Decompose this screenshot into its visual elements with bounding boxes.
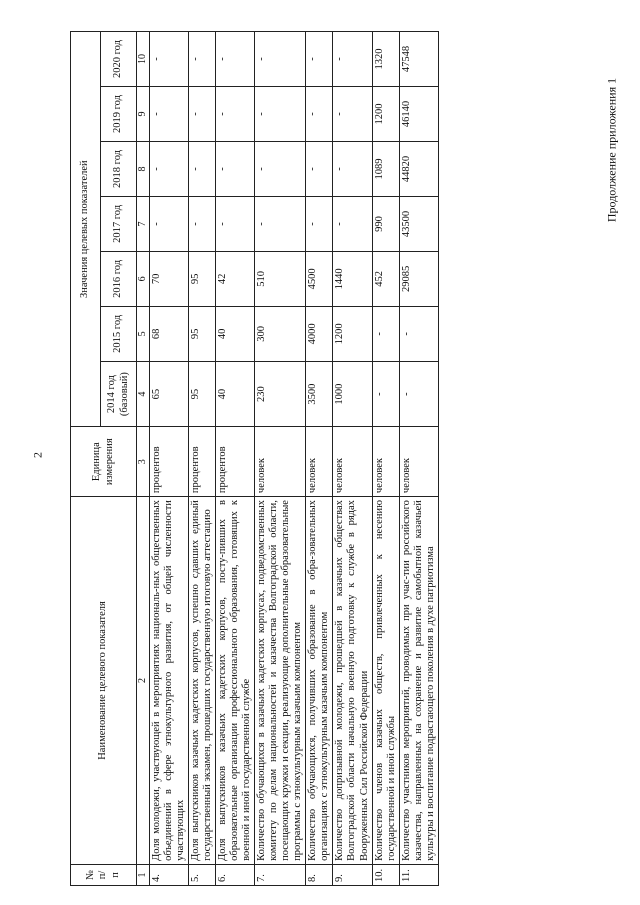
row-value: 70 <box>149 251 188 306</box>
row-value: 47548 <box>399 32 438 87</box>
row-value: 43500 <box>399 196 438 251</box>
row-value: 510 <box>255 251 306 306</box>
table-row <box>399 32 438 886</box>
row-value: 230 <box>255 361 306 427</box>
row-value: 40 <box>215 361 254 427</box>
row-value: - <box>149 196 188 251</box>
row-indicator-name: Количество обучающихся, получивших образование в обра-зовательных организациях с этнокультурным казачьим компонентом <box>306 497 333 865</box>
row-value: - <box>149 32 188 87</box>
continuation-label: Продолжение приложения 1 <box>604 77 619 223</box>
row-value: - <box>333 32 372 87</box>
row-value: 44820 <box>399 142 438 197</box>
row-value: 95 <box>188 306 215 361</box>
column-number: 9 <box>137 87 150 142</box>
row-value: - <box>149 87 188 142</box>
page-number: 2 <box>30 452 45 458</box>
row-index: 5. <box>188 864 215 885</box>
row-value: 95 <box>188 251 215 306</box>
row-value: - <box>188 142 215 197</box>
header-year: 2018 год <box>101 142 137 197</box>
row-value: 1320 <box>372 32 399 87</box>
row-value: - <box>399 361 438 427</box>
row-value: 3500 <box>306 361 333 427</box>
row-value: - <box>215 32 254 87</box>
row-value: 990 <box>372 196 399 251</box>
column-number: 5 <box>137 306 150 361</box>
row-unit: человек <box>306 427 333 497</box>
row-value: - <box>372 361 399 427</box>
row-value: - <box>255 87 306 142</box>
row-unit: процентов <box>149 427 188 497</box>
row-value: - <box>306 196 333 251</box>
header-year: 2020 год <box>101 32 137 87</box>
target-indicators-table <box>70 31 439 886</box>
row-value: - <box>255 196 306 251</box>
row-value: - <box>333 196 372 251</box>
header-year: 2015 год <box>101 306 137 361</box>
row-value: 46140 <box>399 87 438 142</box>
row-value: - <box>333 87 372 142</box>
row-value: 1200 <box>372 87 399 142</box>
row-index: 10. <box>372 864 399 885</box>
header-index: № п/п <box>71 864 137 885</box>
row-unit: человек <box>372 427 399 497</box>
row-value: 452 <box>372 251 399 306</box>
header-year: 2019 год <box>101 87 137 142</box>
row-value: 65 <box>149 361 188 427</box>
row-index: 4. <box>149 864 188 885</box>
row-index: 7. <box>255 864 306 885</box>
row-value: - <box>306 87 333 142</box>
row-unit: человек <box>333 427 372 497</box>
column-number: 8 <box>137 142 150 197</box>
row-unit: человек <box>399 427 438 497</box>
table-row <box>188 32 215 886</box>
row-value: - <box>188 196 215 251</box>
column-number: 7 <box>137 196 150 251</box>
column-number: 6 <box>137 251 150 306</box>
row-indicator-name: Количество участников мероприятий, проводимых при учас-тии российского казачества, направленных на сохранение и развитие самобытной казачьей культуры и воспитание подрастающего поколения в духе патриотизма <box>399 497 438 865</box>
column-number: 1 <box>137 864 150 885</box>
row-indicator-name: Доля выпускников казачьих кадетских корпусов, успешно сдавших единый государственный экзамен, прошедших государственную итоговую аттестацию <box>188 497 215 865</box>
table-row <box>215 32 254 886</box>
row-value: 4000 <box>306 306 333 361</box>
row-value: - <box>399 306 438 361</box>
row-index: 9. <box>333 864 372 885</box>
row-value: 4500 <box>306 251 333 306</box>
row-value: 95 <box>188 361 215 427</box>
row-value: - <box>255 32 306 87</box>
table-row <box>372 32 399 886</box>
header-name: Наименование целевого показателя <box>71 497 137 865</box>
row-value: - <box>255 142 306 197</box>
row-value: - <box>372 306 399 361</box>
row-value: - <box>215 87 254 142</box>
row-value: 42 <box>215 251 254 306</box>
row-value: 40 <box>215 306 254 361</box>
row-unit: процентов <box>188 427 215 497</box>
row-value: - <box>215 196 254 251</box>
header-year: 2017 год <box>101 196 137 251</box>
row-value: - <box>188 87 215 142</box>
row-value: 300 <box>255 306 306 361</box>
row-value: 68 <box>149 306 188 361</box>
row-value: - <box>306 32 333 87</box>
table-row <box>333 32 372 886</box>
row-indicator-name: Количество обучающихся в казачьих кадетских корпусах, подведомственных комитету по делам национальностей и казачества Волгоградской области, посещающих кружки и секции, реализующие дополнительные образовательные программы с этнокультурным казачьим компонентом <box>255 497 306 865</box>
row-value: - <box>215 142 254 197</box>
header-unit: Единица измерения <box>71 427 137 497</box>
row-index: 6. <box>215 864 254 885</box>
row-index: 11. <box>399 864 438 885</box>
table-row <box>149 32 188 886</box>
row-indicator-name: Количество членов казачьих обществ, привлеченных к несению государственной и иной службы <box>372 497 399 865</box>
table-row <box>306 32 333 886</box>
column-number: 4 <box>137 361 150 427</box>
row-value: - <box>306 142 333 197</box>
row-index: 8. <box>306 864 333 885</box>
row-value: - <box>333 142 372 197</box>
row-indicator-name: Доля молодежи, участвующей в мероприятиях националь-ных общественных объединений в сфере этнокультурного развития, от общей численности участвующих <box>149 497 188 865</box>
row-value: 1440 <box>333 251 372 306</box>
row-value: 1200 <box>333 306 372 361</box>
row-value: - <box>188 32 215 87</box>
header-values-group: Значения целевых показателей <box>71 32 101 427</box>
row-value: - <box>149 142 188 197</box>
header-year: 2016 год <box>101 251 137 306</box>
row-indicator-name: Количество допризывной молодежи, прошедшей в казачьих обществах Волгоградской области начальную военную подготовку к службе в рядах Вооруженных Сил Российской Федерации <box>333 497 372 865</box>
column-number: 3 <box>137 427 150 497</box>
row-unit: человек <box>255 427 306 497</box>
rotated-table-container <box>70 31 610 886</box>
column-number: 2 <box>137 497 150 865</box>
row-unit: процентов <box>215 427 254 497</box>
header-year: 2014 год (базовый) <box>101 361 137 427</box>
column-number: 10 <box>137 32 150 87</box>
row-value: 29085 <box>399 251 438 306</box>
table-row <box>255 32 306 886</box>
row-indicator-name: Доля выпускников казачьих кадетских корпусов, посту-пивших в образовательные организации профессионального образования, готовящих к военной и иной государственной службе <box>215 497 254 865</box>
row-value: 1089 <box>372 142 399 197</box>
row-value: 1000 <box>333 361 372 427</box>
